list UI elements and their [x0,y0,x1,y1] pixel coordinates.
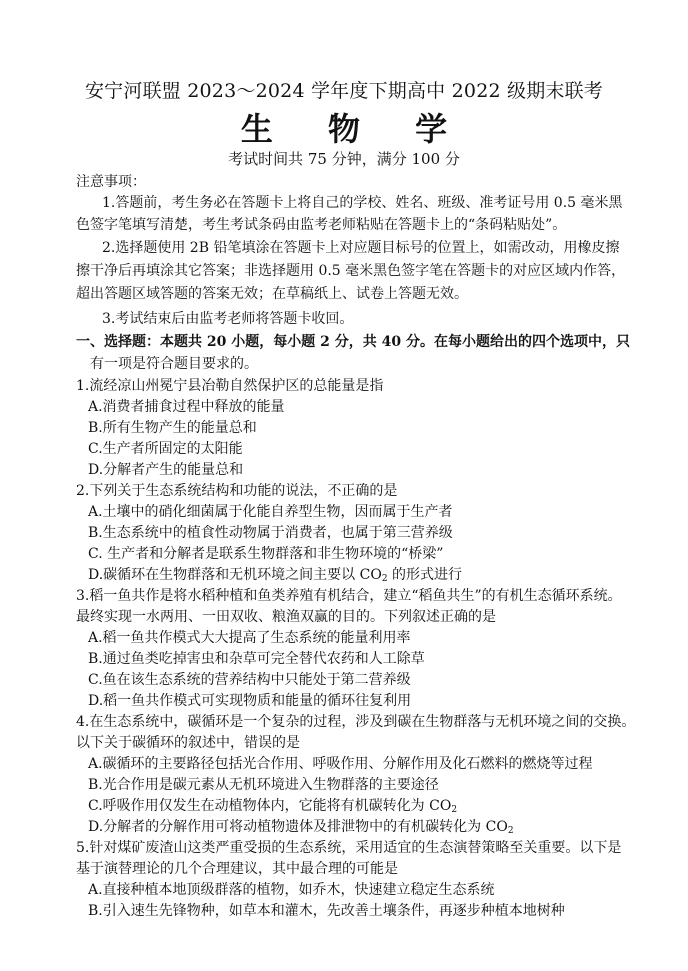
question-5-option-a: A.直接种植本地顶级群落的植物，如乔木，快速建立稳定生态系统 [88,882,495,898]
question-2-option-b: B.生态系统中的植食性动物属于消费者，也属于第三营养级 [88,525,453,541]
notice-item-3: 3.考试结束后由监考老师将答题卡收回。 [102,311,354,327]
question-3-stem-line-2: 最终实现一水两用、一田双收、粮渔双赢的目的。下列叙述正确的是 [76,609,496,625]
question-3-option-a: A.稻一鱼共作模式大大提高了生态系统的能量利用率 [88,630,411,646]
q2-d-text-end: 的形式进行 [387,567,463,583]
exam-info: 考试时间共 75 分钟，满分 100 分 [228,150,460,168]
question-1-option-d: D.分解者产生的能量总和 [88,462,244,478]
section-heading-line-1: 一、选择题：本题共 20 小题，每小题 2 分，共 40 分。在每小题给出的四个选项中，只 [76,334,630,350]
question-2-stem: 2.下列关于生态系统结构和功能的说法，不正确的是 [76,483,398,499]
question-5-stem-line-2: 基于演替理论的几个合理建议，其中最合理的可能是 [76,861,398,877]
question-3-option-c: C.鱼在该生态系统的营养结构中只能处于第二营养级 [88,672,411,688]
question-1-option-c: C.生产者所固定的太阳能 [88,441,243,457]
subject-title: 生 物 学 [240,110,470,148]
section-heading-line-2: 有一项是符合题目要求的。 [90,356,258,372]
q2-d-text: D.碳循环在生物群落和无机环境之间主要以 CO [88,567,382,583]
notice-item-2-line-1: 2.选择题使用 2B 铅笔填涂在答题卡上对应题目标号的位置上，如需改动，用橡皮擦 [102,240,620,256]
question-3-option-b: B.通过鱼类吃掉害虫和杂草可完全替代农药和人工除草 [88,651,425,667]
q4-d-text: D.分解者的分解作用可将动植物遗体及排泄物中的有机碳转化为 CO [88,819,508,835]
question-2-option-c: C. 生产者和分解者是联系生物群落和非生物环境的“桥梁” [88,546,444,562]
question-1-option-b: B.所有生物产生的能量总和 [88,420,257,436]
question-1-option-a: A.消费者捕食过程中释放的能量 [88,399,285,415]
question-4-option-a: A.碳循环的主要路径包括光合作用、呼吸作用、分解作用及化石燃料的燃烧等过程 [88,756,593,772]
notice-item-2-line-2: 擦干净后再填涂其它答案；非选择题用 0.5 毫米黑色签字笔在答题卡的对应区域内作答， [76,263,626,279]
exam-title: 安宁河联盟 2023～2024 学年度下期高中 2022 级期末联考 [84,80,604,102]
question-1-stem: 1.流经凉山州冕宁县冶勒自然保护区的总能量是指 [76,378,384,394]
question-2-option-a: A.土壤中的硝化细菌属于化能自养型生物，因而属于生产者 [88,504,453,520]
q4-d-subscript: 2 [507,826,514,836]
notice-heading: 注意事项： [76,174,146,190]
question-5-option-b: B.引入速生先锋物种，如草本和灌木，先改善土壤条件，再逐步种植本地树种 [88,903,565,919]
question-4-stem-line-2: 以下关于碳循环的叙述中，错误的是 [76,735,300,751]
question-5-stem-line-1: 5.针对煤矿废渣山这类严重受损的生态系统，采用适宜的生态演替策略至关重要。以下是 [76,840,622,856]
notice-item-2-line-3: 超出答题区域答题的答案无效；在草稿纸上、试卷上答题无效。 [76,286,468,302]
question-3-option-d: D.稻一鱼共作模式可实现物质和能量的循环往复利用 [88,693,412,709]
notice-item-1-line-1: 1.答题前，考生务必在答题卡上将自己的学校、姓名、班级、准考证号用 0.5 毫米黑 [102,195,623,211]
q4-c-subscript: 2 [451,805,458,815]
q2-d-subscript: 2 [381,574,388,584]
q4-c-text: C.呼吸作用仅发生在动植物体内，它能将有机碳转化为 CO [88,798,452,814]
question-4-option-b: B.光合作用是碳元素从无机环境进入生物群落的主要途径 [88,777,439,793]
question-3-stem-line-1: 3.稻一鱼共作是将水稻种植和鱼类养殖有机结合，建立“稻鱼共生”的有机生态循环系统。 [76,588,622,604]
question-4-stem-line-1: 4.在生态系统中，碳循环是一个复杂的过程，涉及到碳在生物群落与无机环境之间的交换。 [76,714,636,730]
notice-item-1-line-2: 色签字笔填写清楚，考生考试条码由监考老师粘贴在答题卡上的“条码粘贴处”。 [76,217,567,233]
